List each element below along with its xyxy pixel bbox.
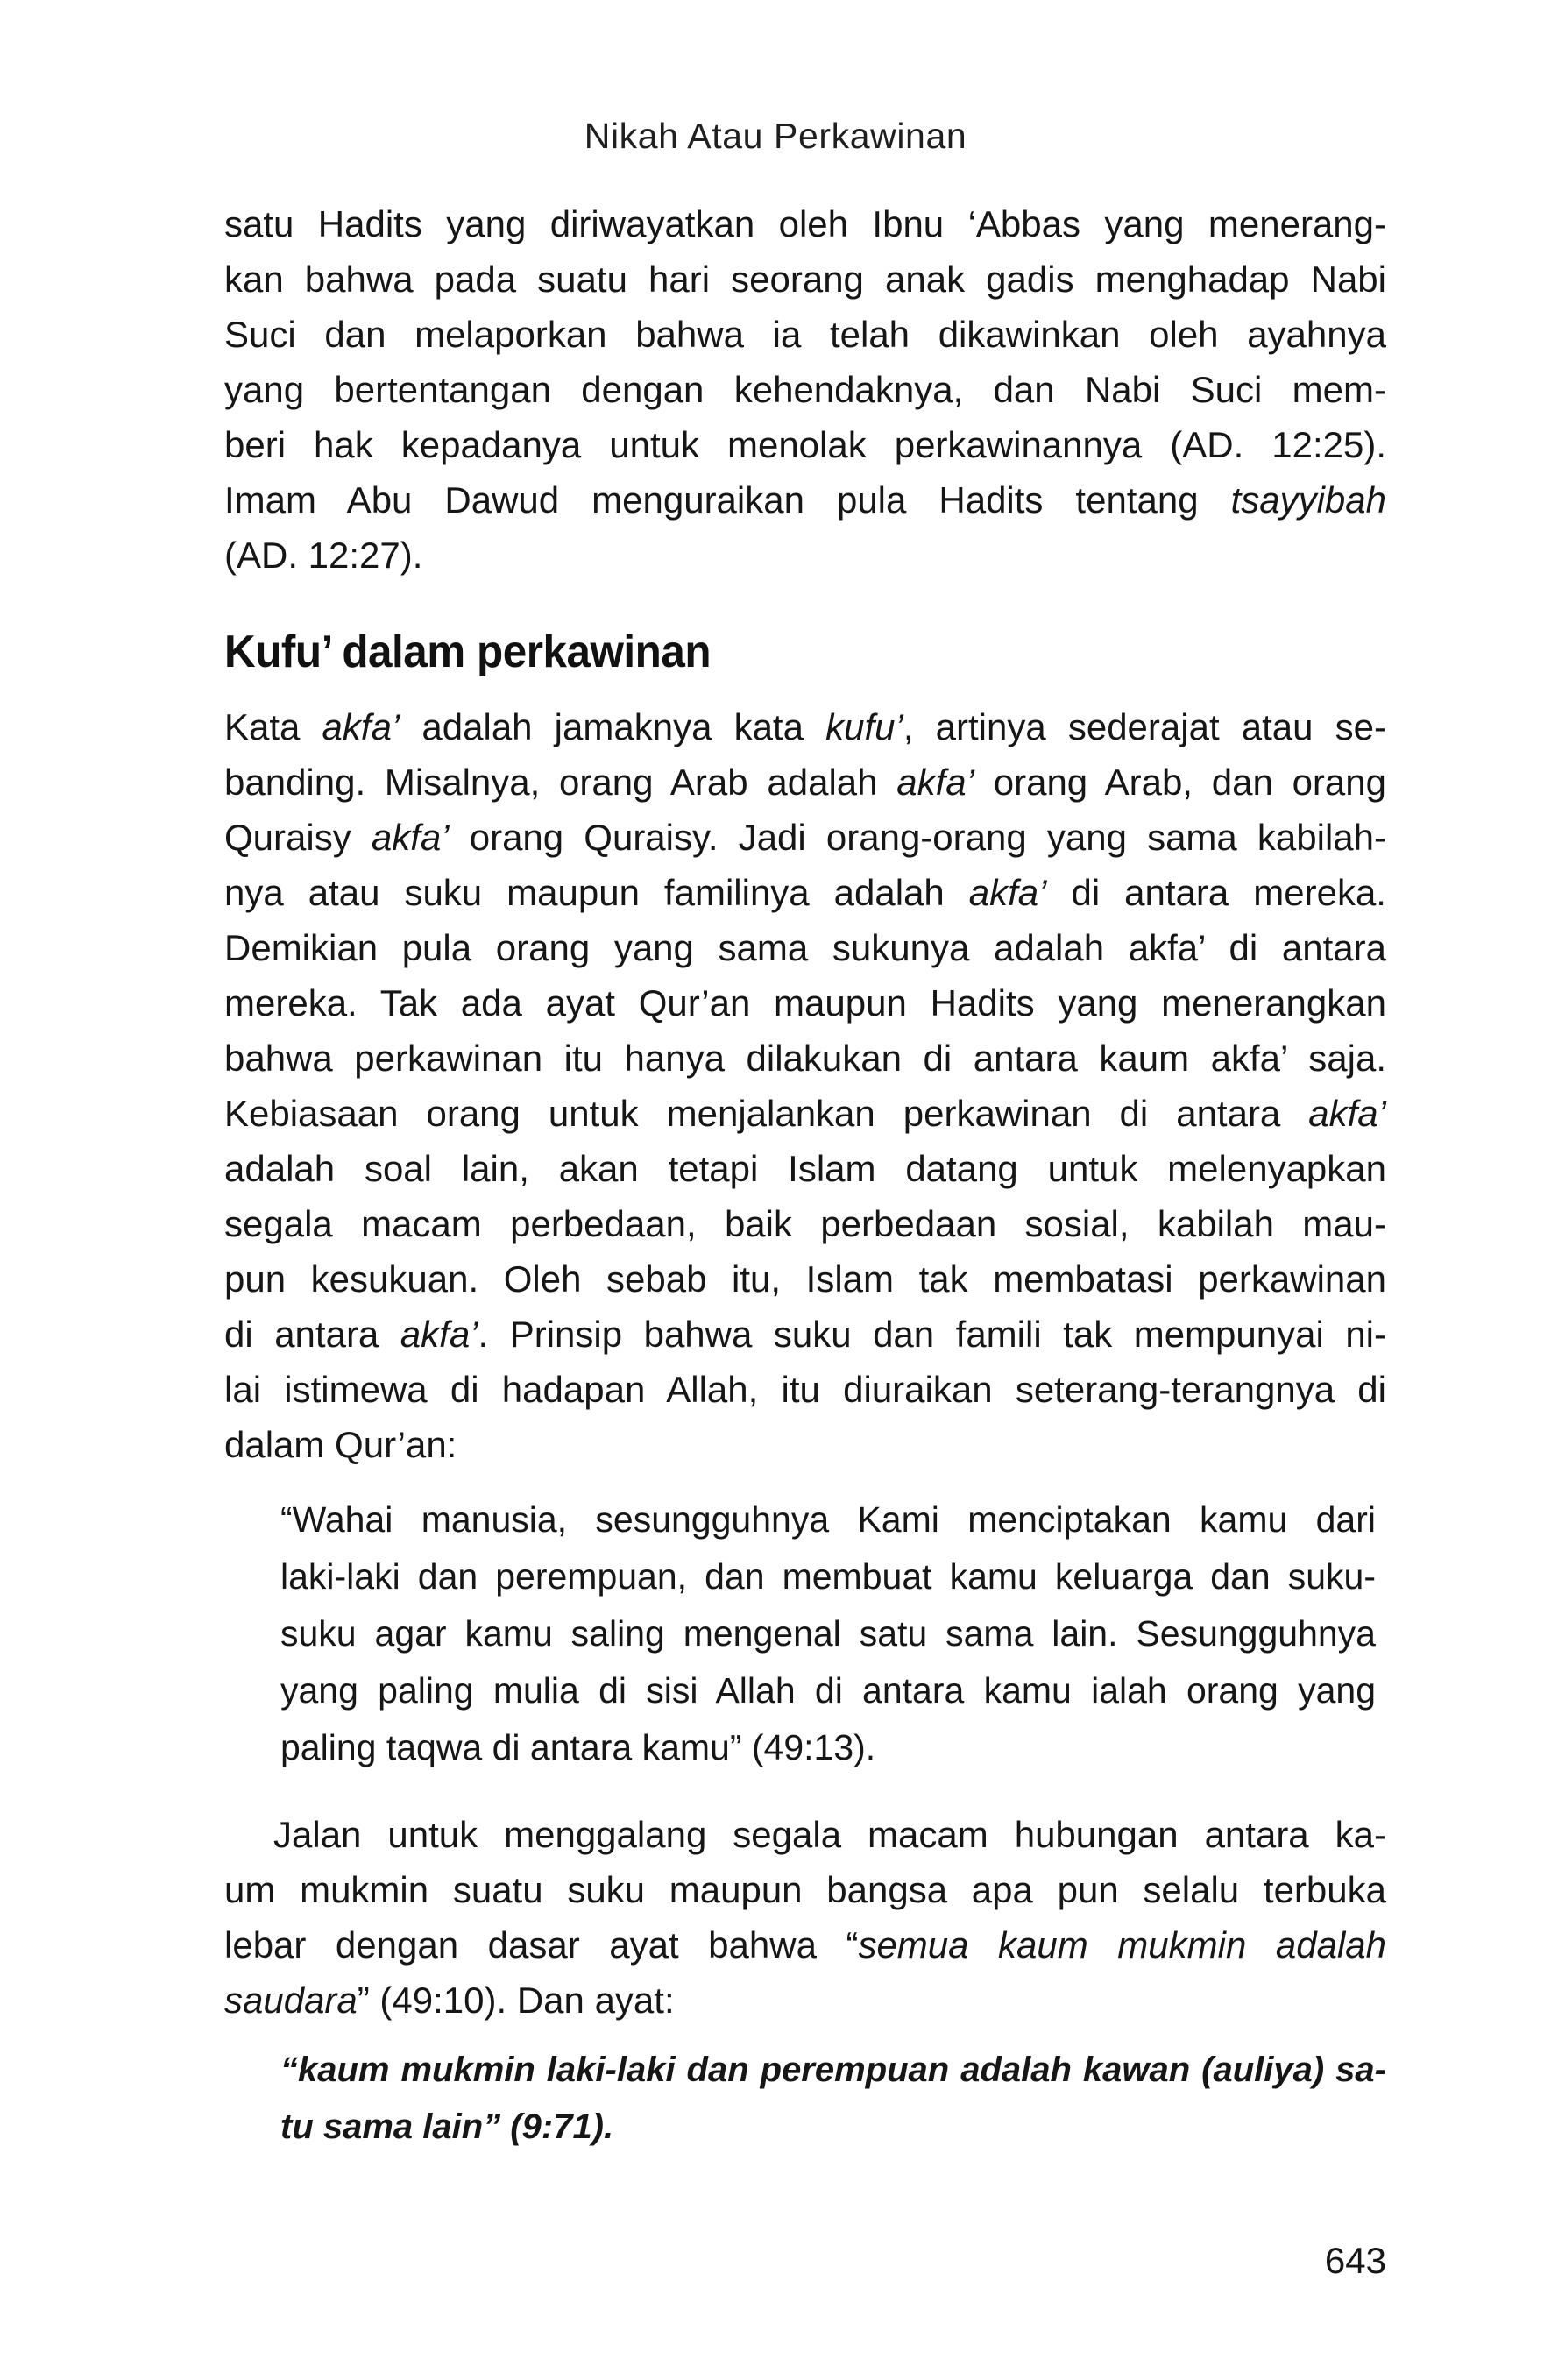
text-segment: Demikian pula orang yang sama sukunya adalah akfa’ di antara: [224, 927, 1386, 968]
text-line: [224, 1196, 1386, 1251]
text-line: [224, 920, 1386, 975]
page-number: 643: [1324, 2240, 1386, 2281]
section-heading-kufu: Kufu’ dalam perkawinan: [224, 627, 712, 677]
text-line: [224, 1086, 1386, 1141]
italic-text-segment: akfa’: [371, 817, 450, 858]
text-segment: paling taqwa di antara kamu” (49:13).: [280, 1727, 876, 1767]
text-segment: mereka. Tak ada ayat Qur’an maupun Hadits yang menerangkan: [224, 982, 1386, 1024]
text-line: [224, 1251, 1386, 1307]
paragraph-kufu-dalam-perkawinan: [224, 699, 1386, 1472]
text-segment: Jalan untuk menggalang segala macam hubungan antara ka-: [273, 1814, 1386, 1855]
text-segment: . Prinsip bahwa suku dan famili tak mempunyai ni-: [478, 1314, 1386, 1355]
text-segment: adalah soal lain, akan tetapi Islam datang untuk melenyapkan: [224, 1148, 1386, 1189]
text-line: [224, 362, 1386, 417]
text-segment: suku agar kamu saling mengenal satu sama lain. Sesungguhnya: [280, 1613, 1376, 1654]
text-segment: laki-laki dan perempuan, dan membuat kamu keluarga dan suku-: [280, 1556, 1376, 1597]
text-line: [280, 1605, 1376, 1662]
text-segment: kan bahwa pada suatu hari seorang anak gadis menghadap Nabi: [224, 259, 1386, 300]
text-segment: banding. Misalnya, orang Arab adalah: [224, 761, 897, 803]
text-segment: di antara mereka.: [1046, 872, 1386, 913]
text-segment: (AD. 12:27).: [224, 535, 423, 576]
text-line: [280, 1719, 1376, 1776]
text-line: [280, 2099, 1386, 2156]
text-line: [280, 2042, 1386, 2099]
running-header: Nikah Atau Perkawinan: [584, 116, 967, 156]
text-line: [224, 1917, 1386, 1973]
text-segment: Quraisy: [224, 817, 372, 858]
text-segment: um mukmin suatu suku maupun bangsa apa pun selalu terbuka: [224, 1869, 1386, 1910]
text-line: [224, 528, 1386, 583]
text-line: [224, 865, 1386, 920]
text-line: [224, 754, 1386, 810]
text-line: [224, 307, 1386, 362]
text-line: [280, 1491, 1376, 1548]
text-segment: yang bertentangan dengan kehendaknya, dan Nabi Suci mem-: [224, 369, 1386, 410]
italic-text-segment: akfa’: [322, 706, 400, 747]
text-segment: “Wahai manusia, sesungguhnya Kami menciptakan kamu dari: [280, 1499, 1376, 1540]
text-segment: bahwa perkawinan itu hanya dilakukan di antara kaum akfa’ saja.: [224, 1038, 1386, 1079]
text-line: [224, 1973, 1386, 2028]
text-segment: Kata: [224, 706, 322, 747]
text-segment: Kebiasaan orang untuk menjalankan perkawinan di antara: [224, 1093, 1309, 1134]
text-segment: “kaum mukmin laki-laki dan perempuan adalah kawan (auliya) sa-: [280, 2051, 1386, 2089]
text-segment: Suci dan melaporkan bahwa ia telah dikawinkan oleh ayahnya: [224, 314, 1386, 355]
text-line: [224, 1807, 1386, 1862]
italic-text-segment: kufu’: [825, 706, 903, 747]
text-line: [224, 1417, 1386, 1472]
text-segment: beri hak kepadanya untuk menolak perkawinannya (AD. 12:25).: [224, 424, 1386, 465]
text-segment: Imam Abu Dawud menguraikan pula Hadits tentang: [224, 479, 1231, 521]
text-line: [224, 1141, 1386, 1196]
text-line: [224, 699, 1386, 754]
text-segment: adalah jamaknya kata: [400, 706, 826, 747]
text-line: [224, 417, 1386, 472]
text-line: [224, 1362, 1386, 1417]
quran-quote-9-71: [280, 2042, 1386, 2156]
text-line: [224, 975, 1386, 1031]
text-segment: nya atau suku maupun familinya adalah: [224, 872, 969, 913]
italic-text-segment: akfa’: [896, 761, 974, 803]
paragraph-hadits-ibnu-abbas: [224, 196, 1386, 583]
italic-text-segment: tsayyibah: [1230, 479, 1386, 521]
text-line: [224, 1307, 1386, 1362]
italic-text-segment: akfa’: [400, 1314, 478, 1355]
text-segment: di antara: [224, 1314, 400, 1355]
text-line: [280, 1548, 1376, 1605]
italic-text-segment: semua kaum mukmin adalah: [858, 1924, 1386, 1966]
text-segment: lai istimewa di hadapan Allah, itu diuraikan seterang-terangnya di: [224, 1369, 1386, 1410]
text-segment: , artinya sederajat atau se-: [903, 706, 1386, 747]
italic-text-segment: akfa’: [968, 872, 1047, 913]
text-segment: yang paling mulia di sisi Allah di antara kamu ialah orang yang: [280, 1670, 1376, 1711]
text-line: [224, 810, 1386, 865]
text-segment: ” (49:10). Dan ayat:: [357, 1980, 675, 2021]
text-line: [280, 1662, 1376, 1719]
text-segment: tu sama lain” (9:71).: [280, 2107, 614, 2146]
italic-text-segment: saudara: [224, 1980, 358, 2021]
text-segment: dalam Qur’an:: [224, 1424, 457, 1465]
text-segment: lebar dengan dasar ayat bahwa “: [224, 1924, 859, 1966]
text-line: [224, 472, 1386, 528]
text-segment: satu Hadits yang diriwayatkan oleh Ibnu ‘Abbas yang menerang-: [224, 203, 1386, 244]
paragraph-jalan-menggalang: [224, 1807, 1386, 2028]
text-segment: orang Arab, dan orang: [974, 761, 1386, 803]
text-segment: segala macam perbedaan, baik perbedaan sosial, kabilah mau-: [224, 1203, 1386, 1244]
text-line: [224, 1862, 1386, 1917]
text-segment: orang Quraisy. Jadi orang-orang yang sama kabilah-: [449, 817, 1387, 858]
italic-text-segment: akfa’: [1308, 1093, 1386, 1134]
quran-quote-49-13: [280, 1491, 1376, 1776]
text-line: [224, 196, 1386, 251]
text-segment: pun kesukuan. Oleh sebab itu, Islam tak membatasi perkawinan: [224, 1258, 1386, 1300]
text-line: [224, 1031, 1386, 1086]
text-line: [224, 251, 1386, 307]
